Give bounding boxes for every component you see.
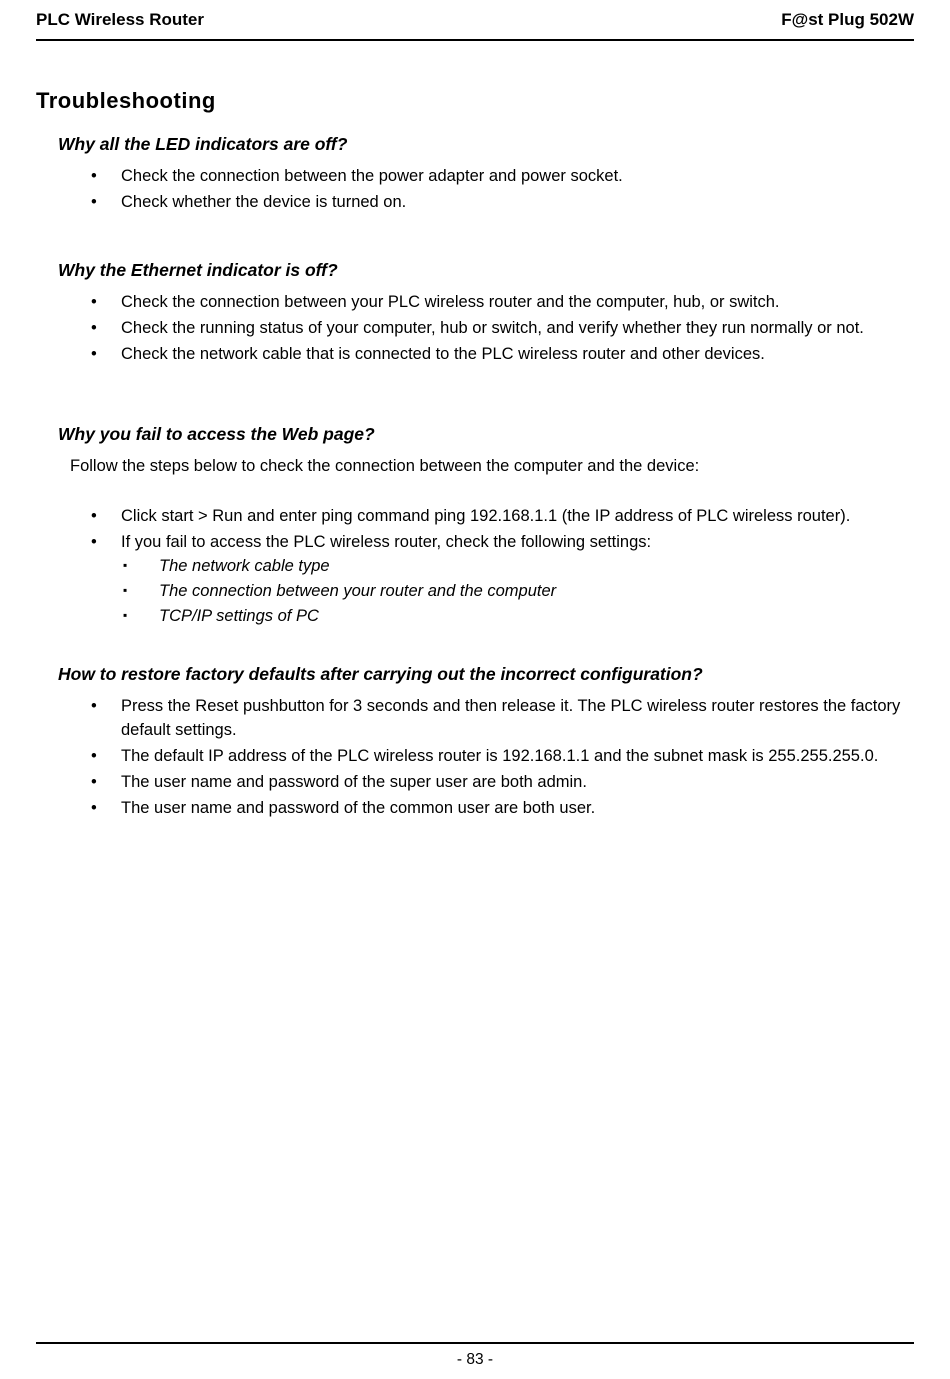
sub-bullet-item: ▪ The connection between your router and the computer xyxy=(159,579,914,603)
page-footer xyxy=(36,1342,914,1369)
section-ethernet-indicator xyxy=(36,260,914,366)
bullet-text: If you fail to access the PLC wireless router, check the following settings: xyxy=(121,533,652,551)
header-left-title: PLC Wireless Router xyxy=(36,10,204,29)
sub-bullet-item: ▪ The network cable type xyxy=(159,554,914,578)
bullet-item: • Check the connection between the power adapter and power socket. xyxy=(121,164,914,188)
bullet-item: • The user name and password of the common user are both user. xyxy=(121,796,914,820)
sub-bullet-item: ▪ TCP/IP settings of PC xyxy=(159,604,914,628)
bullet-item: • The default IP address of the PLC wireless router is 192.168.1.1 and the subnet mask is 255.255.255.0. xyxy=(121,744,914,768)
header-right-title: F@st Plug 502W xyxy=(781,10,914,29)
bullet-item: • Press the Reset pushbutton for 3 seconds and then release it. The PLC wireless router restores the factory default settings. xyxy=(121,694,914,742)
section-restore-factory-defaults xyxy=(36,664,914,820)
bullet-item: • Check the connection between your PLC wireless router and the computer, hub, or switch. xyxy=(121,290,914,314)
bullet-item: • Check whether the device is turned on. xyxy=(121,190,914,214)
section-led-indicators xyxy=(36,134,914,214)
section-heading: How to restore factory defaults after carrying out the incorrect configuration? xyxy=(58,664,703,684)
sub-bullet-list xyxy=(121,554,914,628)
page-title: Troubleshooting xyxy=(36,88,216,113)
bullet-item: • The user name and password of the super user are both admin. xyxy=(121,770,914,794)
bullet-list xyxy=(36,504,914,628)
header-rule xyxy=(36,39,914,41)
bullet-item: • Check the running status of your computer, hub or switch, and verify whether they run normally or not. xyxy=(121,316,914,340)
section-web-page-access xyxy=(36,424,914,628)
bullet-list xyxy=(36,290,914,366)
page-header xyxy=(36,0,914,41)
section-intro: Follow the steps below to check the connection between the computer and the device: xyxy=(70,457,700,475)
section-heading: Why all the LED indicators are off? xyxy=(58,134,348,154)
section-heading: Why the Ethernet indicator is off? xyxy=(58,260,338,280)
bullet-list xyxy=(36,164,914,214)
bullet-item xyxy=(121,530,914,628)
page-number: - 83 - xyxy=(456,1351,494,1368)
bullet-item: • Click start > Run and enter ping command ping 192.168.1.1 (the IP address of PLC wireless router). xyxy=(121,504,914,528)
page-content xyxy=(36,88,914,822)
bullet-list xyxy=(36,694,914,820)
section-heading: Why you fail to access the Web page? xyxy=(58,424,375,444)
bullet-item: • Check the network cable that is connected to the PLC wireless router and other devices. xyxy=(121,342,914,366)
